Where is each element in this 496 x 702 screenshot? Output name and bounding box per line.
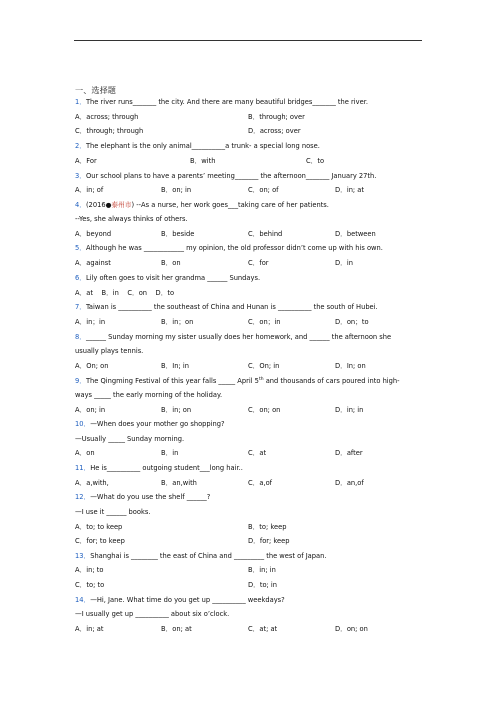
option-c: C．for — [248, 259, 269, 267]
option-c: C．for; to keep — [75, 537, 125, 545]
option-b: B．in — [161, 449, 179, 457]
section-title: 一、选择题 — [75, 85, 116, 95]
question-text: The elephant is the only animal__________a trunk- a special long nose. — [85, 142, 320, 150]
option-a: A．On; on — [75, 362, 109, 370]
question-text: —When does your mother go shopping? — [90, 420, 225, 428]
option-c: C．at; at — [248, 625, 278, 633]
question-text-cont: and thousands of cars poured into high- — [263, 377, 400, 385]
option-d: D．on；to — [335, 318, 369, 326]
option-b: B．on — [161, 259, 181, 267]
question-number: 13． — [75, 552, 91, 560]
option-b: B．on; in — [161, 186, 192, 194]
question-9 — [75, 376, 400, 385]
question-text: ______ Sunday morning my sister usually does her homework, and ______ the afternoon she — [85, 333, 392, 341]
question-4 — [75, 201, 329, 209]
source-prefix: (2016● — [85, 201, 112, 209]
question-6 — [75, 274, 260, 282]
option-a: A．to; to keep — [75, 523, 123, 531]
question-number: 11． — [75, 464, 91, 472]
option-b: B．an,with — [161, 479, 197, 487]
option-d: D．in; in — [335, 406, 364, 414]
option-a: A．against — [75, 259, 111, 267]
option-b: B．beside — [161, 230, 195, 238]
question-14 — [75, 596, 285, 604]
question-12-line-2: —I use it ______ books. — [75, 508, 151, 516]
question-text: Shanghai is ________ the east of China and _________ the west of Japan. — [90, 552, 327, 560]
option-a: A．on — [75, 449, 95, 457]
option-d: D．In; on — [335, 362, 366, 370]
question-5 — [75, 244, 383, 252]
option-d: D．for; keep — [248, 537, 290, 545]
option-b: B．in; on — [161, 406, 192, 414]
option-b: B．in；on — [161, 318, 194, 326]
option-a: A．on; in — [75, 406, 106, 414]
option-a: A．For — [75, 157, 97, 165]
option-c: C．On; in — [248, 362, 280, 370]
question-2 — [75, 142, 320, 150]
option-a: A．in; of — [75, 186, 104, 194]
question-text: —Hi, Jane. What time do you get up __________ weekdays? — [90, 596, 285, 604]
question-number: 4． — [75, 201, 86, 209]
question-8 — [75, 333, 391, 341]
option-d: D．in; at — [335, 186, 365, 194]
option-c: C．a,of — [248, 479, 273, 487]
question-7 — [75, 303, 378, 311]
question-text: ) --As a nurse, her work goes___taking care of her patients. — [131, 201, 329, 209]
question-14-line-2: —I usually get up __________ about six o’clock. — [75, 610, 230, 618]
option-c: C．on；in — [248, 318, 281, 326]
option-d: D．across; over — [248, 127, 301, 135]
option-c: C．through; through — [75, 127, 144, 135]
question-12 — [75, 493, 210, 501]
option-b: B．in; in — [248, 566, 276, 574]
option-b: B．through; over — [248, 113, 305, 121]
option-d: D．in — [335, 259, 353, 267]
question-4-line-2: --Yes, she always thinks of others. — [75, 215, 188, 223]
question-text: —What do you use the shelf ______? — [90, 493, 211, 501]
header-rule — [74, 40, 422, 41]
option-a: A．in；in — [75, 318, 106, 326]
option-c: C．at — [248, 449, 267, 457]
option-c: C．on; of — [248, 186, 279, 194]
question-number: 5． — [75, 244, 86, 252]
question-text: Although he was ____________ my opinion, the old professor didn’t come up with his own. — [85, 244, 383, 252]
question-text: He is__________ outgoing student___long hair.. — [90, 464, 243, 472]
question-text: The river runs_______ the city. And there are many beautiful bridges_______ the river. — [85, 98, 368, 106]
ordinal-suffix: th — [258, 377, 264, 382]
question-text: The Qingming Festival of this year falls _____ April 5 — [85, 377, 259, 385]
option-a: A．in; to — [75, 566, 104, 574]
option-c: C．to — [306, 157, 325, 165]
option-a: A．a,with, — [75, 479, 109, 487]
question-10-line-2: —Usually _____ Sunday morning. — [75, 435, 185, 443]
option-c: C．to; to — [75, 581, 105, 589]
question-number: 2． — [75, 142, 86, 150]
option-a: A．in; at — [75, 625, 104, 633]
option-c: C．behind — [248, 230, 283, 238]
question-11 — [75, 464, 243, 472]
question-1 — [75, 98, 368, 106]
option-d: D．after — [335, 449, 363, 457]
question-10 — [75, 420, 225, 428]
option-c: C．on; on — [248, 406, 281, 414]
question-number: 7． — [75, 303, 86, 311]
option-d: D．to; in — [248, 581, 278, 589]
option-b: B．to; keep — [248, 523, 287, 531]
option-b: B．In; in — [161, 362, 189, 370]
option-d: D．between — [335, 230, 376, 238]
question-13 — [75, 552, 326, 560]
question-number: 3． — [75, 172, 86, 180]
option-b: B．on; at — [161, 625, 192, 633]
question-3 — [75, 172, 376, 180]
question-text: Taiwan is __________ the southeast of China and Hunan is __________ the south of Hubei. — [85, 303, 378, 311]
question-8-line-2: usually plays tennis. — [75, 347, 144, 355]
question-text: Our school plans to have a parents’ meeting_______ the afternoon_______ January 27th. — [85, 172, 377, 180]
option-a: A．across; through — [75, 113, 139, 121]
question-number: 14． — [75, 596, 91, 604]
question-number: 9． — [75, 377, 86, 385]
option-a: A．beyond — [75, 230, 112, 238]
option-d: D．on; on — [335, 625, 368, 633]
question-number: 1． — [75, 98, 86, 106]
question-number: 10． — [75, 420, 91, 428]
question-9-line-2: ways _____ the early morning of the holiday. — [75, 391, 223, 399]
question-number: 12． — [75, 493, 91, 501]
question-number: 6． — [75, 274, 86, 282]
source-city: 泰州市 — [111, 201, 132, 209]
question-number: 8． — [75, 333, 86, 341]
option-d: D．an,of — [335, 479, 364, 487]
option-b: B．with — [190, 157, 216, 165]
options-line: A．at B．in C．on D．to — [75, 289, 175, 297]
question-text: Lily often goes to visit her grandma ______ Sundays. — [85, 274, 261, 282]
